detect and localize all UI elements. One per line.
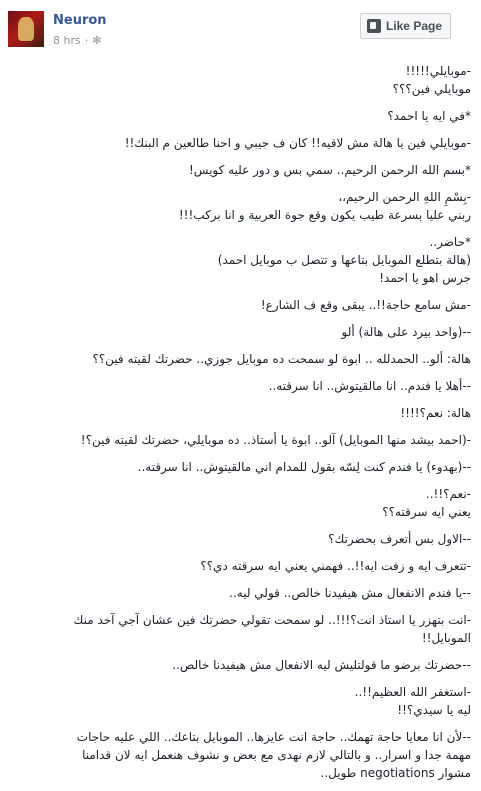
post-line: --حضرتك برضو ما قولتليش ليه الانفعال مش هيفيدنا خالص.. bbox=[172, 658, 471, 672]
post-line: --لأن انا معايا حاجة تهمك.. حاجة انت عايزها.. الموبايل بتاعك.. اللي عليه حاجات bbox=[76, 730, 471, 744]
post-line: يعني ايه سرقته؟؟ bbox=[382, 505, 471, 519]
post-paragraph bbox=[14, 323, 471, 341]
post-meta: 8 hrs · ✻ bbox=[53, 34, 102, 47]
post-line: -انت بتهزر يا استاذ انت؟!!!.. لو سمحت تقولي حضرتك فين عشان آجي آخد منك bbox=[73, 613, 471, 627]
post-line: -بِسْمِ اللهِ الرحمن الرحيم،، bbox=[338, 190, 471, 204]
like-icon bbox=[367, 19, 381, 33]
post-line: *بسم الله الرحمن الرحيم.. سمي بس و دور عليه كويس! bbox=[188, 163, 471, 177]
post-paragraph bbox=[14, 188, 471, 224]
post-line: الموبايل!! bbox=[421, 631, 471, 645]
post-line: *حاضر.. bbox=[429, 235, 471, 249]
post-paragraph bbox=[14, 404, 471, 422]
post-paragraph bbox=[14, 161, 471, 179]
post-paragraph bbox=[14, 296, 471, 314]
post-line: -تتعرف ايه و زفت ايه!!.. فهمني يعني ايه سرقته دي؟؟ bbox=[200, 559, 471, 573]
post-line: هالة: ألو.. الحمدلله .. ابوة لو سمحت ده موبايل جوزي.. حضرتك لقيته فين؟؟ bbox=[92, 352, 471, 366]
like-page-button[interactable] bbox=[360, 13, 451, 39]
post-line: هالة: نعم؟!!!! bbox=[400, 406, 471, 420]
post-line: موبايلي فين؟؟؟ bbox=[392, 82, 471, 96]
post-line: -(احمد بيشد منها الموبايل) آلو.. ابوة يا أستاذ.. ده موبايلي، حضرتك لقيته فين؟! bbox=[80, 433, 471, 447]
post-line: --(بهدوء) يا فندم كنت لِسّه بقول للمدام اني مالقيتوش.. انا سرقته.. bbox=[137, 460, 471, 474]
post-line: مشوار negotiations طويل.. bbox=[320, 766, 471, 780]
post-paragraph bbox=[14, 107, 471, 125]
post-line: ربني عليا بسرعة طيب يكون وقع جوة العربية و انا بركب!!! bbox=[178, 208, 471, 222]
post-line: *في ايه يا احمد؟ bbox=[387, 109, 471, 123]
post-line: مهمة جدا و اسرار.. و بالتالي لازم نهدى مع بعض و نشوف هنعمل ايه لان قدامنا bbox=[82, 748, 471, 762]
post-line: ليه يا سيدي؟!! bbox=[397, 703, 471, 717]
post-line: --يا فندم الانفعال مش هيفيدنا خالص.. قولي ليه.. bbox=[229, 586, 471, 600]
post-paragraph bbox=[14, 377, 471, 395]
post-paragraph bbox=[14, 584, 471, 602]
post-paragraph bbox=[14, 458, 471, 476]
post-line: -موبايلي فين يا هالة مش لاقيه!! كان ف جيبي و احنا طالعين م البنك!! bbox=[124, 136, 471, 150]
post-paragraph bbox=[14, 728, 471, 782]
post-text bbox=[14, 62, 471, 791]
like-page-label: Like Page bbox=[385, 19, 442, 33]
page-avatar[interactable] bbox=[8, 11, 44, 47]
post-line: -استغفر الله العظيم!!.. bbox=[354, 685, 471, 699]
post-line: -موبايلي!!!!! bbox=[405, 64, 471, 78]
post-line: -مش سامع حاجة!!.. يبقى وقع ف الشارع! bbox=[260, 298, 471, 312]
post-paragraph bbox=[14, 350, 471, 368]
post-timestamp[interactable]: 8 hrs bbox=[53, 34, 81, 47]
post-line: (هالة بتطلع الموبايل بتاعها و تتصل ب موبايل احمد) bbox=[217, 253, 471, 267]
post-line: --أهلا يا فندم.. انا مالقيتوش.. انا سرقته.. bbox=[268, 379, 471, 393]
post-line: --الاول بس أتعرف بحضرتك؟ bbox=[328, 532, 471, 546]
post-paragraph bbox=[14, 431, 471, 449]
post-paragraph bbox=[14, 233, 471, 287]
page-name-link[interactable]: Neuron bbox=[53, 13, 107, 28]
post-paragraph bbox=[14, 134, 471, 152]
post-line: -نعم؟!!.. bbox=[425, 487, 471, 501]
post-paragraph bbox=[14, 683, 471, 719]
post-header bbox=[0, 0, 481, 58]
post-paragraph bbox=[14, 557, 471, 575]
post-paragraph bbox=[14, 530, 471, 548]
post-line: --(واحد بيرد على هالة) ألو bbox=[341, 325, 471, 339]
post-paragraph bbox=[14, 62, 471, 98]
post-line: جرس اهو يا احمد! bbox=[379, 271, 471, 285]
post-paragraph bbox=[14, 656, 471, 674]
gear-icon[interactable]: ✻ bbox=[92, 34, 102, 47]
post-paragraph bbox=[14, 611, 471, 647]
post-paragraph bbox=[14, 485, 471, 521]
